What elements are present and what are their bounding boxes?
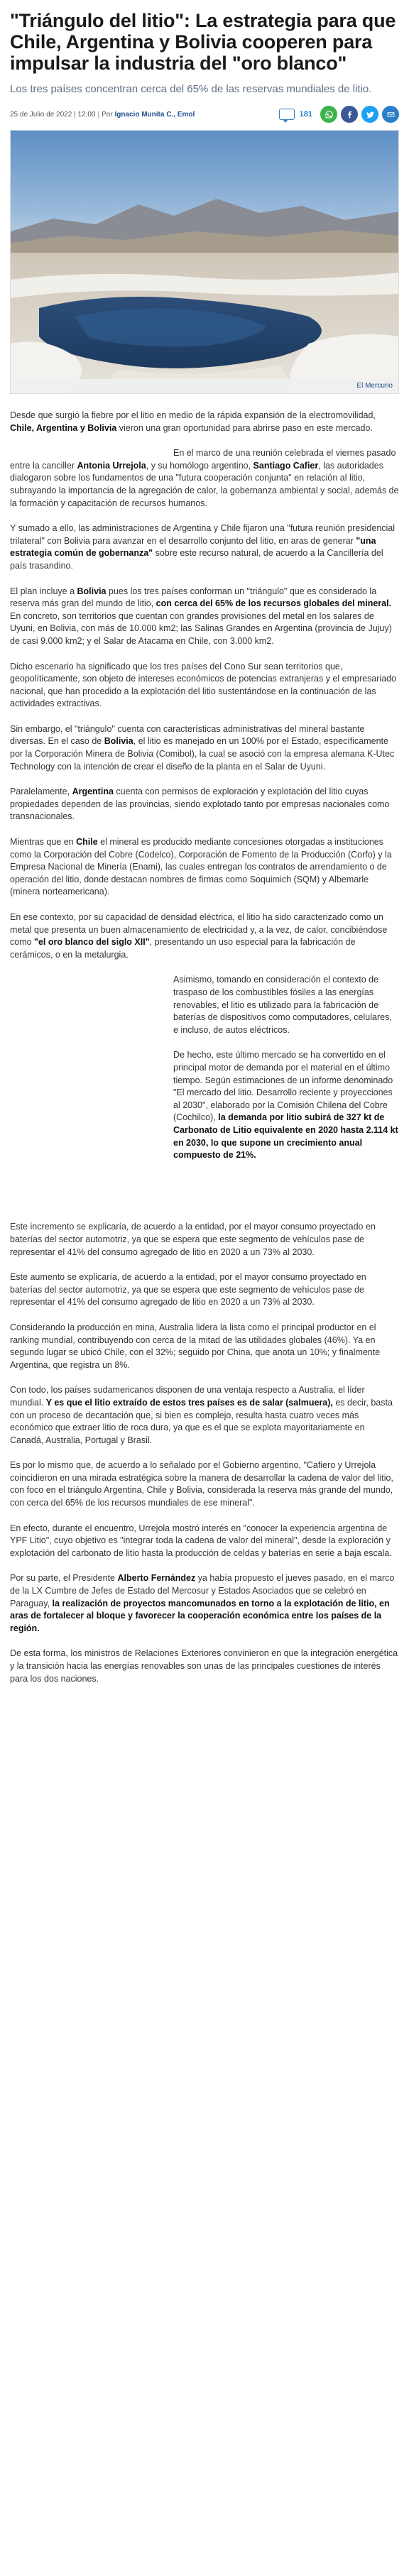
article-subtitle: Los tres países concentran cerca del 65% de las reservas mundiales de litio.: [10, 83, 372, 95]
emphasis-text: "el oro blanco del siglo XII": [34, 937, 150, 948]
paragraph-14: [10, 1322, 399, 1371]
paragraph-10-block: [10, 974, 399, 1208]
text-run: , el litio es manejado en un 100% por el Estado, específicamente por la Corporación Minera de Bolivia (Comibol), la cual se asoció con la empresa alemana K-Utec Technology con la intención de crear el diseño de la planta en el Salar de Uyuni.: [10, 736, 395, 772]
twitter-icon[interactable]: [361, 106, 378, 123]
text-run: el mineral es producido mediante concesiones otorgadas a instituciones como la Corporación del Cobre (Codelco), Corporación de Fomento de la Producción (Corfo) y la Empresa Nacional de Minería (Enami), las cuales entregan los contratos de arrendamiento o de operación del litio, donde destacan nombres de firmas como Soquimich (SQM) y Albemarle (minera norteamericana).: [10, 837, 392, 897]
paragraph-16: [10, 1459, 399, 1509]
text-run: En efecto, durante el encuentro, Urrejola mostró interés en "conocer la experiencia argentina de YPF Litio", cuyo objetivo es "integrar toda la cadena de valor del mineral", desde la exploración y explotación del carbonato de litio hasta la producción de celdas y baterías en serie a baja escala.: [10, 1523, 392, 1558]
text-run: Paralelamente,: [10, 786, 72, 797]
emphasis-text: "una estrategia común de gobernanza": [10, 535, 376, 559]
text-run: Considerando la producción en mina, Australia lidera la lista como el principal productor en el ranking mundial, contribuyendo con cerca de la mitad de las utilidades globales (46%). Ya en segundo lugar se ubicó Chile, con el 32%; seguido por China, que anota un 10%; y finalmente Argentina, que registra un 8%.: [10, 1322, 381, 1370]
paragraph-2-block: [10, 447, 399, 510]
emphasis-text: Bolivia: [104, 736, 133, 747]
photo-credit: El Mercurio: [11, 379, 398, 393]
paragraph-9: [10, 911, 399, 961]
text-run: Es por lo mismo que, de acuerdo a lo señalado por el Gobierno argentino, "Cafiero y Urrejola coincidieron en una mirada estratégica sobre la manera de desarrollar la cadena de valor del litio, con foco en el triángulo Argentina, Chile y Bolivia, considerada la reserva más grande del mundo, con cerca del 65% de los recursos mundiales de ese mineral".: [10, 1460, 393, 1508]
paragraph-1: [10, 410, 399, 434]
text-run: Este aumento se explicaría, de acuerdo a la entidad, por el mayor consumo proyectado en baterías del sector automotriz, ya que se espera que este segmento de vehículos pase de representar el 41% del consumo agregado de litio en 2020 a un 73% al 2030.: [10, 1272, 366, 1308]
paragraph-12: [10, 1221, 399, 1259]
article-date: 25 de Julio de 2022 | 12:00: [10, 110, 96, 119]
whatsapp-icon[interactable]: [320, 106, 337, 123]
emphasis-text: la demanda por litio subirá de 327 kt de Carbonato de Litio equivalente en 2020 hasta 2.114 kt en 2030, lo que supone un crecimiento anual compuesto de 21%.: [173, 1112, 398, 1161]
text-run: Dicho escenario ha significado que los tres países del Cono Sur sean territorios que, geopolíticamente, son objeto de intereses económicos de potencias extranjeras y el empresariado nacional, que han procedido a la explotación del litio sustentándose en la continuación de las actividades extractivas.: [10, 661, 397, 709]
emphasis-text: Argentina: [72, 786, 114, 797]
emphasis-text: Antonia Urrejola: [77, 460, 146, 471]
emphasis-text: con cerca del 65% de los recursos globales del mineral.: [156, 598, 392, 609]
article-body: [10, 410, 399, 1685]
text-run: pues los tres países conforman un "triángulo" que es considerado la reserva más gran del mundo de litio,: [10, 586, 377, 609]
emphasis-text: Bolivia: [77, 586, 107, 596]
hero-image: [10, 130, 399, 394]
byline: 25 de Julio de 2022 | 12:00 | Por Ignacio Munita C., Emol: [10, 110, 195, 119]
article-title: "Triángulo del litio": La estrategia para que Chile, Argentina y Bolivia cooperen para impulsar la industria del "oro blanco": [10, 10, 396, 74]
comment-icon[interactable]: [279, 109, 295, 120]
comment-count[interactable]: 181: [299, 110, 312, 119]
author-link[interactable]: Ignacio Munita C., Emol: [114, 110, 195, 119]
emphasis-text: Santiago Cafier: [253, 460, 319, 471]
paragraph-19: [10, 1648, 399, 1685]
text-run: Mientras que en: [10, 837, 77, 848]
paragraph-7: [10, 786, 399, 823]
text-run: , presentando un uso especial para la fabricación de cerámicos, o en la metalurgia.: [10, 937, 356, 960]
paragraph-2: [10, 447, 399, 510]
emphasis-text: Y es que el litio extraído de estos tres países es de salar (salmuera),: [45, 1397, 333, 1408]
text-run: , las autoridades dialogaron sobre los fundamentos de una "futura cooperación conjunta" en relación al litio, subrayando la importancia de la agregación de calor, la gobernanza ambiental y social, además de la formación y capacitación de recursos humanos.: [10, 460, 399, 508]
salt-flat-photo: [11, 131, 399, 394]
text-run: Asimismo, tomando en consideración el contexto de traspaso de los combustibles fósiles a las energías renovables, el litio es utilizado para la fabricación de baterías de dispositivos como computadores, celulares, e incluso, de autos eléctricos.: [173, 975, 392, 1035]
text-run: es decir, basta con un proceso de decantación que, si bien es complejo, resulta hasta cuatro veces más económico que extraer litio de roca dura, ya que es el que se explota mayoritariamente en Canadá, Australia, Portugal y Brasil.: [10, 1397, 393, 1445]
text-run: Con todo, los países sudamericanos disponen de una ventaja respecto a Australia, el líder mundial.: [10, 1385, 365, 1408]
text-run: sobre este recurso natural, de acuerdo a la Cancillería del país trasandino.: [10, 548, 383, 571]
text-run: De hecho, este último mercado se ha convertido en el principal motor de demanda por el material en el último tiempo. Según estimaciones de un informe denominado "El mercado del litio. Desarrollo reciente y proyecciones al 2030", elaborado por la Comisión Chilena del Cobre (Cochilco),: [173, 1050, 393, 1123]
text-run: cuenta con permisos de exploración y explotación del litio cuyas propiedades dependen de las provincias, siendo explotado tanto por empresas nacionales como transnacionales.: [10, 786, 390, 822]
paragraph-5: [10, 661, 399, 711]
emphasis-text: Chile: [76, 837, 98, 848]
text-run: El plan incluye a: [10, 586, 77, 596]
emphasis-text: Chile, Argentina y Bolivia: [10, 422, 117, 433]
share-bar: [279, 106, 399, 123]
paragraph-3: [10, 522, 399, 572]
article-meta: [10, 104, 399, 124]
paragraph-18: [10, 1572, 399, 1635]
paragraph-6: [10, 723, 399, 773]
email-icon[interactable]: [382, 106, 399, 123]
text-run: En concreto, son territorios que cuentan con grandes provisiones del metal en los salares de Uyuni, en Bolivia, con más de 10.000 km2; las Salinas Grandes en Argentina (provincia de Jujuy) de casi 9.000 km2; y el Salar de Atacama en Chile, con 3.000 km2.: [10, 610, 392, 646]
byline-prefix: Por: [102, 110, 113, 119]
text-run: Este incremento se explicaría, de acuerdo a la entidad, por el mayor consumo proyectado en baterías del sector automotriz, ya que se espera que este segmento de vehículos pase de representar el 41% del consumo agregado de litio en 2020 a un 73% al 2030.: [10, 1222, 376, 1257]
emphasis-text: Alberto Fernández: [117, 1573, 196, 1584]
text-run: Sin embargo, el "triángulo" cuenta con características administrativas del mineral bastante diversas. En el caso de: [10, 723, 365, 747]
paragraph-8: [10, 836, 399, 899]
paragraph-15: [10, 1384, 399, 1447]
text-run: En el marco de una reunión celebrada el viernes pasado entre la canciller: [10, 448, 396, 471]
text-run: ya había propuesto el jueves pasado, en el marco de la LX Cumbre de Jefes de Estado del Mercosur y Estados Asociados que se celebró en Paraguay,: [10, 1573, 395, 1608]
text-run: , y su homólogo argentino,: [146, 460, 253, 471]
facebook-icon[interactable]: [341, 106, 358, 123]
text-run: Y sumado a ello, las administraciones de Argentina y Chile fijaron una "futura reunión presidencial trilateral" con Bolivia para avanzar en el desarrollo conjunto del litio, en aras de generar: [10, 523, 396, 546]
paragraph-13: [10, 1271, 399, 1309]
paragraph-4: [10, 586, 399, 648]
emphasis-text: la realización de proyectos mancomunados en torno a la explotación de litio, en aras de fortalecer al bloque y favorecer la cooperación económica entre los países de la región.: [10, 1598, 390, 1633]
text-run: De esta forma, los ministros de Relaciones Exteriores convinieron en que la integración energética y la transición hacia las energías renovables son unas de las principales cuestiones de interés para los dos naciones.: [10, 1648, 398, 1684]
text-run: En ese contexto, por su capacidad de densidad eléctrica, el litio ha sido caracterizado como un metal que presenta un buen almacenamiento de electricidad y, a la vez, de calor, concibiéndose como: [10, 912, 388, 948]
text-run: vieron una gran oportunidad para abrirse paso en este mercado.: [116, 422, 373, 433]
text-run: Por su parte, el Presidente: [10, 1573, 118, 1584]
paragraph-17: [10, 1523, 399, 1560]
text-run: Desde que surgió la fiebre por el litio en medio de la rápida expansión de la electromovilidad,: [10, 410, 376, 420]
